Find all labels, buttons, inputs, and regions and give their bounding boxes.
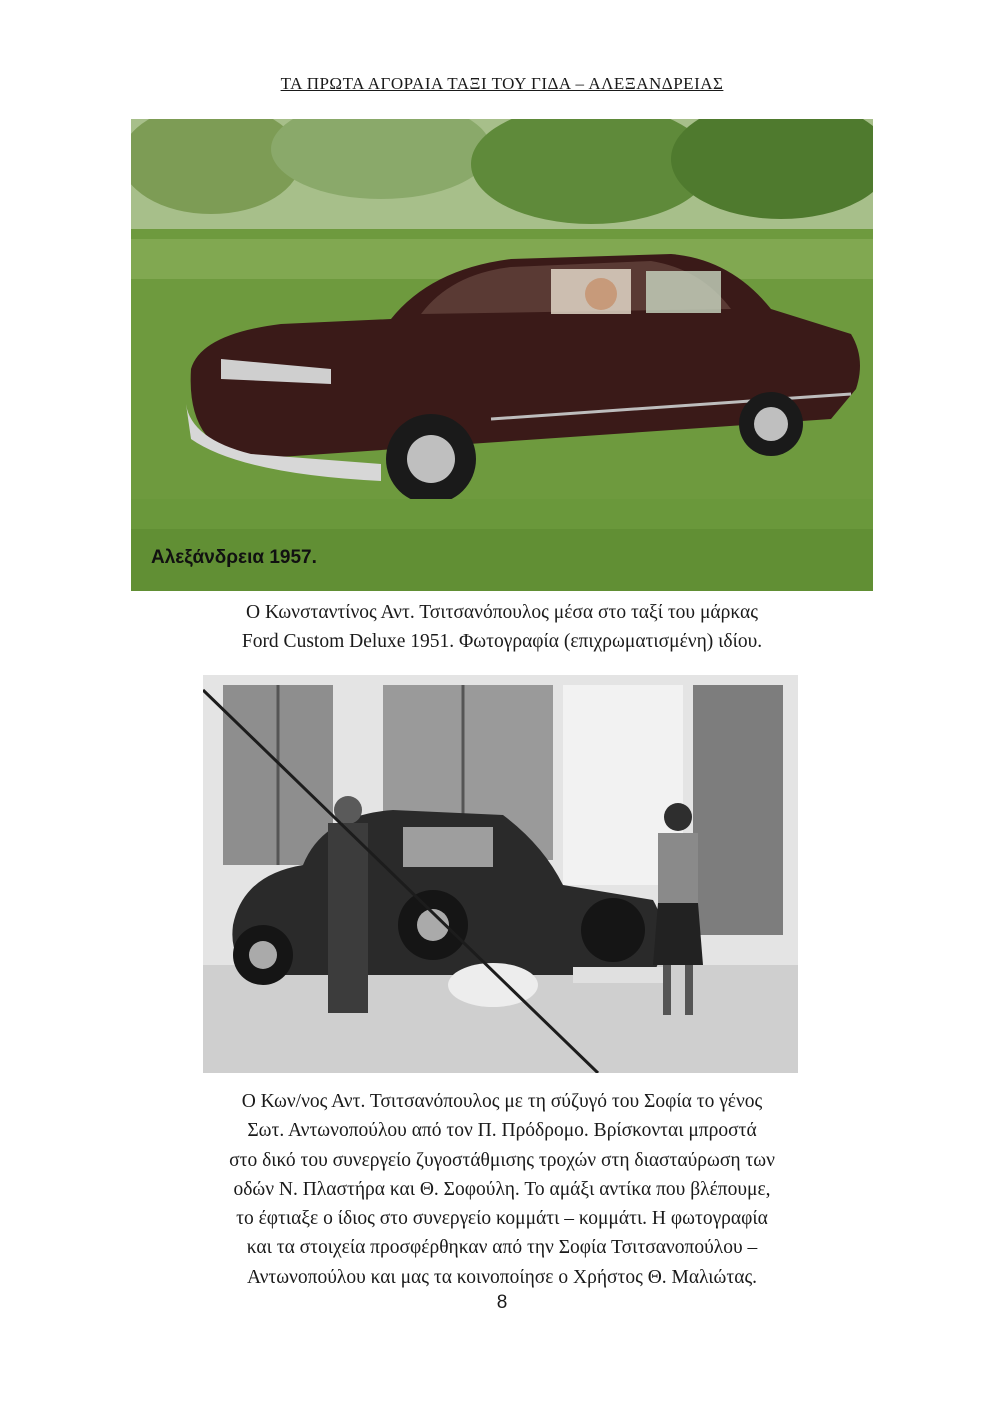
- caption-line: Ο Κωνσταντίνος Αντ. Τσιτσανόπουλος μέσα στο ταξί του μάρκας: [246, 602, 758, 623]
- page-header-title: ΤΑ ΠΡΩΤΑ ΑΓΟΡΑΙΑ ΤΑΞΙ ΤΟΥ ΓΙΔΑ – ΑΛΕΞΑΝΔΡΕΙΑΣ: [280, 74, 724, 93]
- caption-line: Ο Κων/νος Αντ. Τσιτσανόπουλος με τη σύζυγό του Σοφία το γένος: [241, 1091, 763, 1112]
- caption-line: στο δικό του συνεργείο ζυγοστάθμισης τροχών στη διασταύρωση των: [229, 1149, 775, 1171]
- photo-ford-taxi-1957: [131, 119, 873, 591]
- photo-location-year-label: Αλεξάνδρεια 1957.: [151, 547, 317, 568]
- photo2-caption: [60, 1087, 944, 1292]
- page-number: 8: [496, 1292, 508, 1313]
- workshop-illustration: [203, 675, 798, 1073]
- ford-taxi-illustration: [131, 119, 873, 591]
- caption-line: Ford Custom Deluxe 1951. Φωτογραφία (επιχρωματισμένη) ιδίου.: [241, 631, 763, 652]
- caption-line: Σωτ. Αντωνοπούλου από τον Π. Πρόδρομο. Βρίσκονται μπροστά: [247, 1120, 757, 1142]
- caption-line: το έφτιαξε ο ίδιος στο συνεργείο κομμάτι – κομμάτι. Η φωτογραφία: [236, 1208, 768, 1230]
- caption-line: και τα στοιχεία προσφέρθηκαν από την Σοφία Τσιτσανοπούλου –: [246, 1237, 758, 1259]
- photo-workshop-couple-antique-car: [203, 675, 798, 1073]
- caption-line: Αντωνοπούλου και μας τα κοινοποίησε ο Χρήστος Θ. Μαλιώτας.: [246, 1266, 758, 1288]
- photo1-caption: [60, 598, 944, 656]
- caption-line: οδών Ν. Πλαστήρα και Θ. Σοφούλη. Το αμάξι αντίκα που βλέπουμε,: [233, 1178, 771, 1200]
